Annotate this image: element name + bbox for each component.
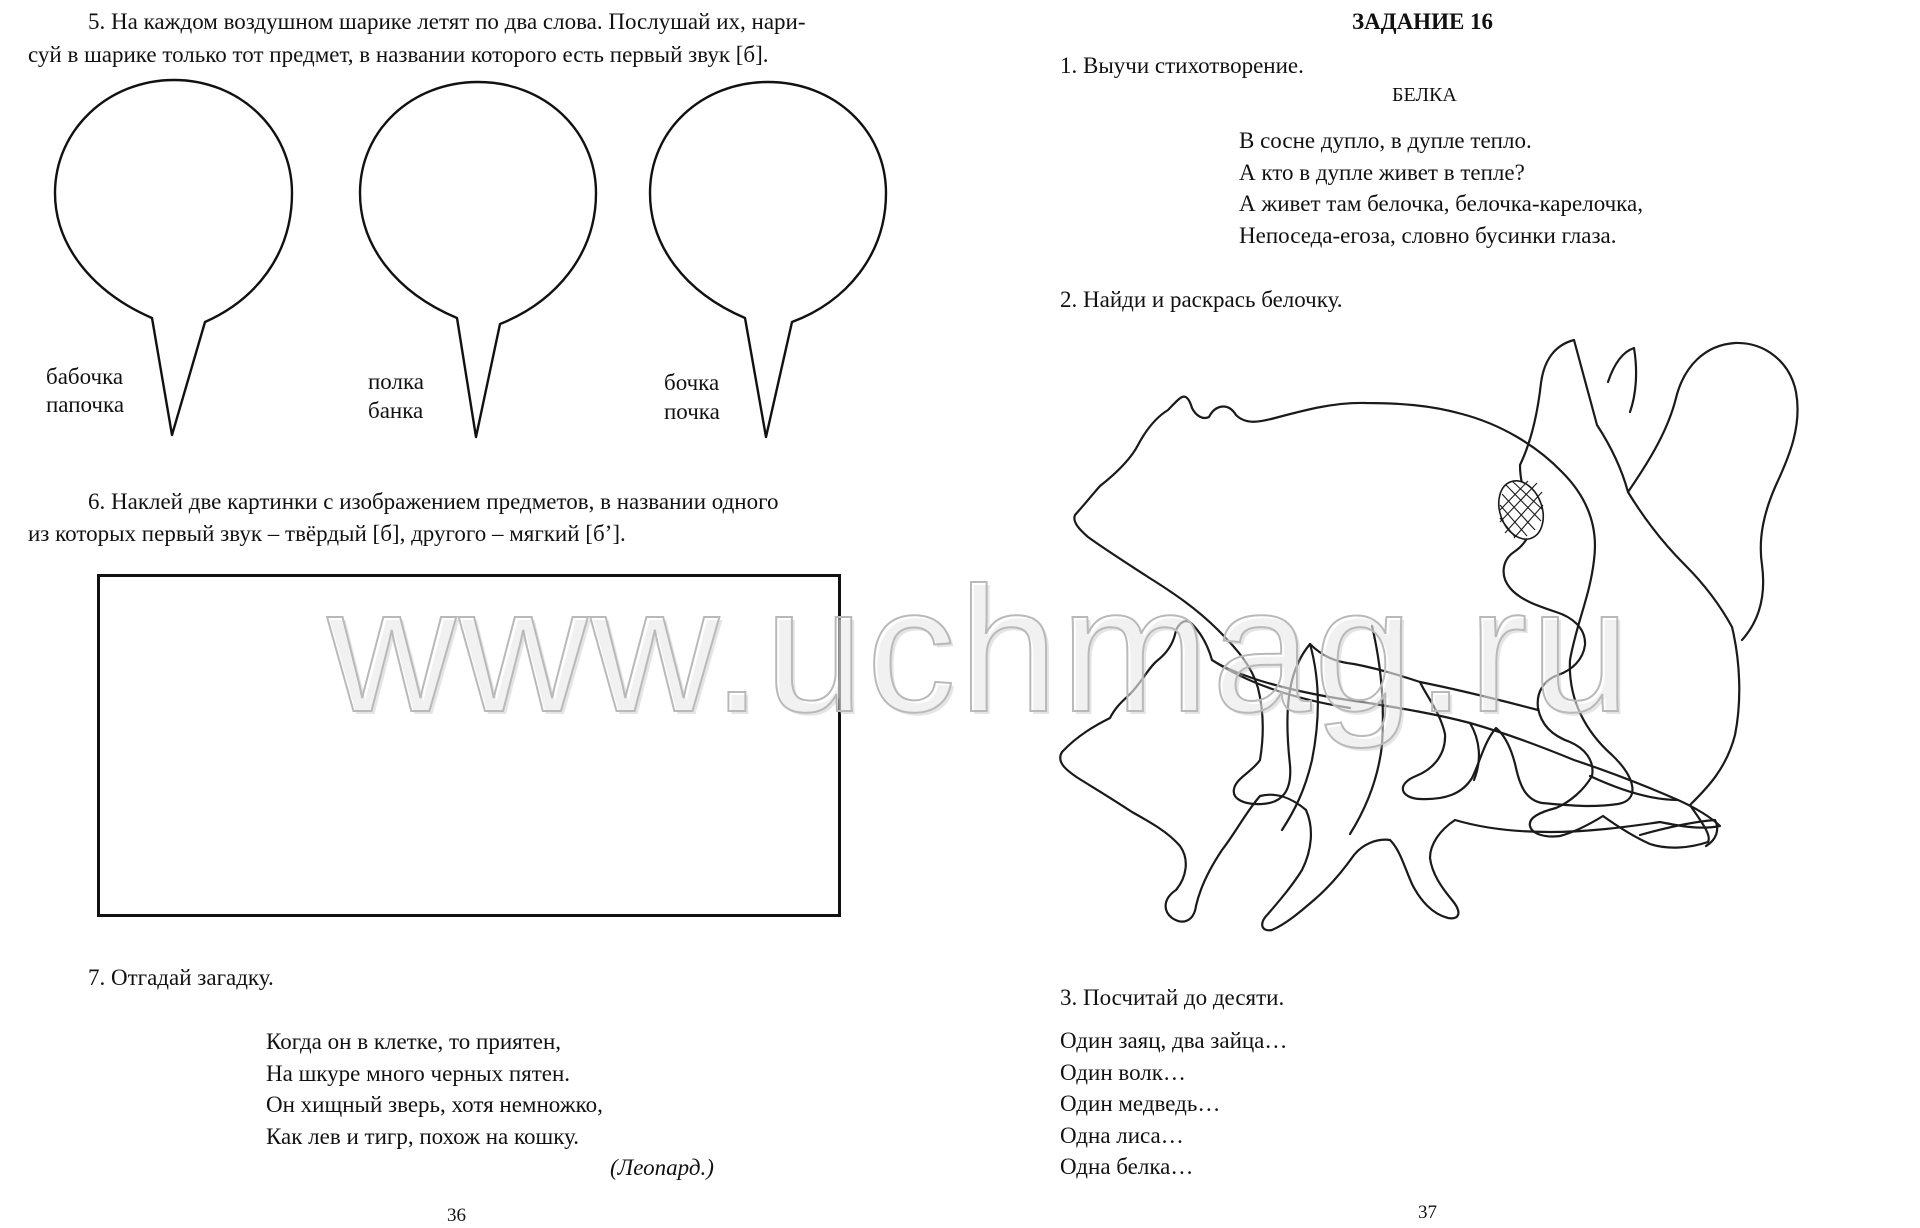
pine-cone-icon [1491,475,1551,546]
counting-line-3: Один медведь… [1060,1091,1221,1116]
item2-instruction: 2. Найди и раскрась белочку. [1060,287,1343,312]
balloon-2-word-1: полка [368,369,425,394]
task16-title: ЗАДАНИЕ 16 [1352,9,1494,34]
balloon-3-word-1: бочка [664,370,720,395]
riddle-line-2: На шкуре много черных пятен. [266,1061,571,1086]
task7-heading: 7. Отгадай загадку. [88,965,274,990]
poem-line-3: А живет там белочка, белочка-карелочка, [1239,191,1643,216]
counting-line-1: Один заяц, два зайца… [1060,1028,1288,1053]
counting-line-5: Одна белка… [1060,1154,1194,1179]
balloon-1-word-2: папочка [46,392,125,417]
poem-line-2: А кто в дупле живет в тепле? [1239,160,1525,185]
poem-line-1: В сосне дупло, в дупле тепло. [1239,128,1532,153]
counting-line-4: Одна лиса… [1060,1123,1184,1148]
task5-line2: суй в шарике только тот предмет, в названии которого есть первый звук [б]. [28,42,769,67]
riddle-line-4: Как лев и тигр, похож на кошку. [266,1124,580,1149]
item1-instruction: 1. Выучи стихотворение. [1060,53,1304,78]
riddle-line-3: Он хищный зверь, хотя немножко, [266,1092,603,1117]
poem-title: БЕЛКА [1392,84,1457,106]
riddle-line-1: Когда он в клетке, то приятен, [266,1029,562,1054]
poem-line-4: Непоседа-егоза, словно бусинки глаза. [1239,223,1617,248]
page-number-right: 37 [1418,1202,1437,1223]
task6-line2: из которых первый звук – твёрдый [б], другого – мягкий [б’]. [28,521,626,546]
watermark-text: www.uchmag.ru [327,550,1633,749]
riddle-answer: (Леопард.) [610,1155,714,1180]
balloon-2-word-2: банка [368,398,424,423]
squirrel-ear [1608,348,1636,412]
task5-line1: 5. На каждом воздушном шарике летят по два слова. Послушай их, нари- [88,9,806,34]
overlap-line-6 [1590,776,1678,800]
task6-line1: 6. Наклей две картинки с изображением предметов, в названии одного [88,489,779,514]
counting-line-2: Один волк… [1060,1060,1186,1085]
balloon-1-word-1: бабочка [46,364,124,389]
page-number-left: 36 [447,1205,466,1226]
balloon-3-word-2: почка [664,399,720,424]
item3-instruction: 3. Посчитай до десяти. [1060,985,1285,1010]
